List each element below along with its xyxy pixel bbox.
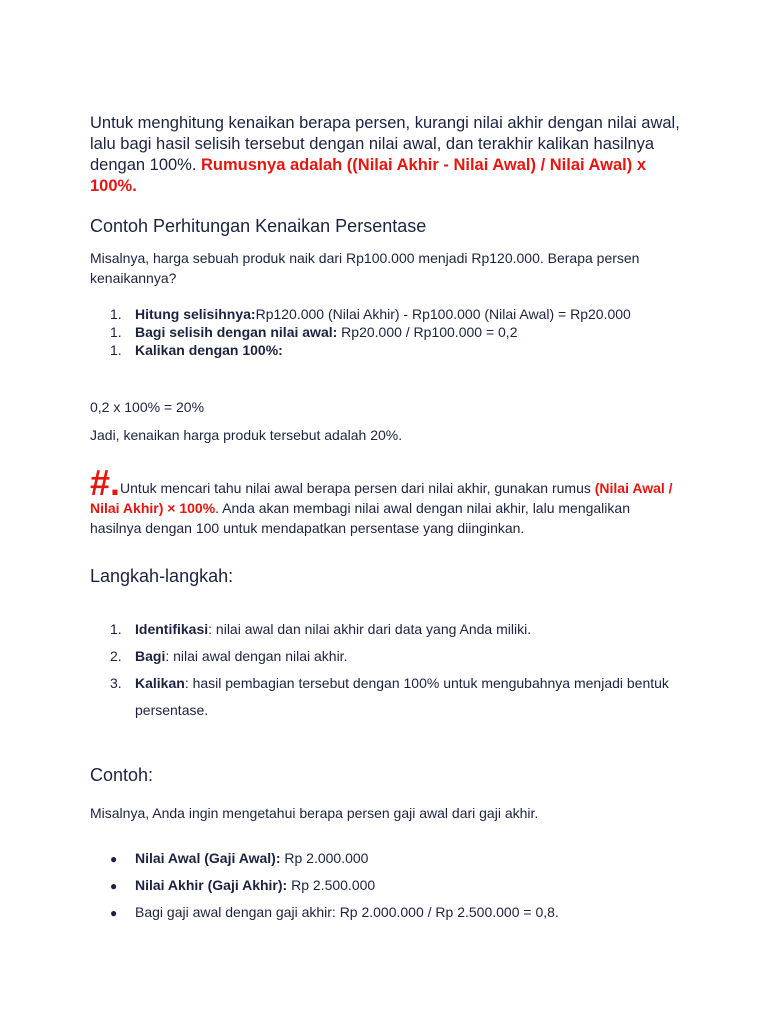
intro-text: Untuk menghitung kenaikan berapa persen, kurangi nilai akhir dengan nilai awal, lalu bagi hasil selisih tersebut dengan nilai awal, dan terakhir kalikan hasilnya dengan 100%. <box>90 114 680 174</box>
item-text: Bagi gaji awal dengan gaji akhir: Rp 2.000.000 / Rp 2.500.000 = 0,8. <box>135 904 559 920</box>
item-label: Nilai Akhir (Gaji Akhir): <box>135 877 288 893</box>
bullet-icon: ● <box>110 879 118 893</box>
section-heading-contoh: Contoh: <box>90 765 154 785</box>
list-item <box>110 305 631 323</box>
list-number: 1. <box>110 306 122 322</box>
hash-mark: #. <box>90 462 121 503</box>
step-label: Bagi <box>135 648 166 664</box>
step-text: : nilai awal dan nilai akhir dari data yang Anda miliki. <box>208 621 532 637</box>
formula-text-2: . Anda akan membagi nilai awal dengan nilai akhir, lalu mengalikan hasilnya dengan 100 untuk mendapatkan persentase yang diinginkan. <box>90 500 630 536</box>
list-item <box>110 616 680 643</box>
list-number: 1. <box>110 621 122 637</box>
list-item <box>110 341 631 359</box>
contoh-intro: Misalnya, Anda ingin mengetahui berapa persen gaji awal dari gaji akhir. <box>90 805 539 821</box>
steps-list <box>110 616 680 724</box>
list-number: 1. <box>110 324 122 340</box>
list-number: 1. <box>110 342 122 358</box>
formula-highlight: (Nilai Awal / Nilai Akhir) × 100% <box>90 480 673 516</box>
list-item <box>110 877 559 904</box>
list-item <box>110 904 559 931</box>
list-item <box>110 323 631 341</box>
item-label: Nilai Awal (Gaji Awal): <box>135 850 281 866</box>
step-label: Bagi selisih dengan nilai awal: <box>135 324 338 340</box>
step-label: Kalikan dengan 100%: <box>135 342 283 358</box>
step-text: Rp20.000 / Rp100.000 = 0,2 <box>337 324 518 340</box>
list-number: 2. <box>110 648 122 664</box>
formula-text-1: Untuk mencari tahu nilai awal berapa persen dari nilai akhir, gunakan rumus <box>120 480 595 496</box>
step-text: : hasil pembagian tersebut dengan 100% untuk mengubahnya menjadi bentuk persentase. <box>135 675 669 718</box>
formula-paragraph <box>90 462 680 538</box>
bullet-icon: ● <box>110 906 118 920</box>
contoh-bullet-list <box>110 850 559 931</box>
intro-paragraph <box>90 113 680 197</box>
list-number: 3. <box>110 675 122 691</box>
calc-steps-list <box>110 305 631 359</box>
section-heading-steps: Langkah-langkah: <box>90 566 234 586</box>
list-item <box>110 643 680 670</box>
step-label: Hitung selisihnya: <box>135 306 256 322</box>
list-item <box>110 850 559 877</box>
intro-formula: Rumusnya adalah ((Nilai Akhir - Nilai Awal) / Nilai Awal) x 100%. <box>90 156 647 195</box>
step-text: : nilai awal dengan nilai akhir. <box>165 648 348 664</box>
item-text: Rp 2.000.000 <box>280 850 369 866</box>
conclusion-text: Jadi, kenaikan harga produk tersebut adalah 20%. <box>90 427 403 443</box>
step-label: Kalikan <box>135 675 185 691</box>
step-text: Rp120.000 (Nilai Akhir) - Rp100.000 (Nilai Awal) = Rp20.000 <box>255 306 631 322</box>
list-item <box>110 670 680 724</box>
step-label: Identifikasi <box>135 621 209 637</box>
calc-result: 0,2 x 100% = 20% <box>90 399 205 415</box>
bullet-icon: ● <box>110 852 118 866</box>
section-heading-example-calc: Contoh Perhitungan Kenaikan Persentase <box>90 216 427 236</box>
example-question: Misalnya, harga sebuah produk naik dari Rp100.000 menjadi Rp120.000. Berapa persen kenaikannya? <box>90 250 640 286</box>
item-text: Rp 2.500.000 <box>287 877 376 893</box>
